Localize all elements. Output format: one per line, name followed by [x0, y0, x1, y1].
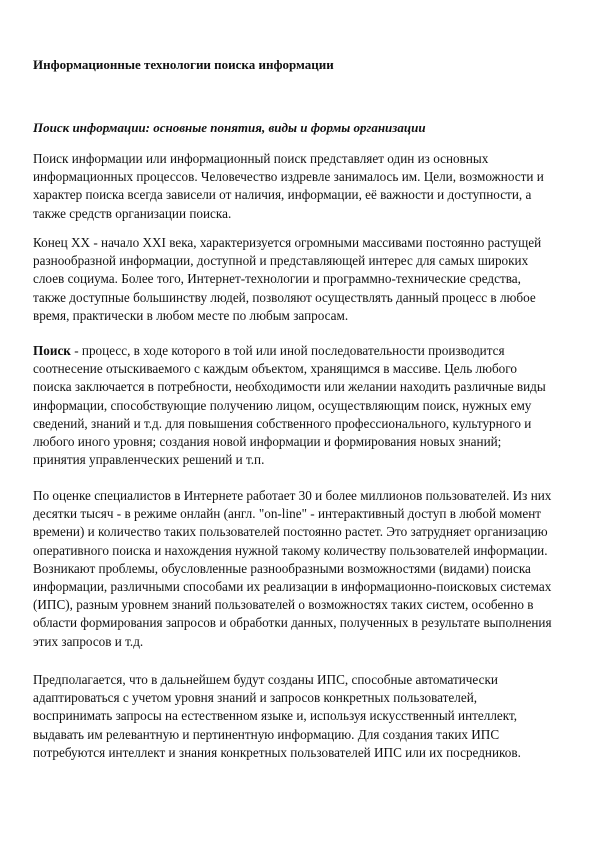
- text-line: информационных процессов. Человечество издревле занималось им. Цели, возможности и: [33, 169, 544, 185]
- text-line: выдавать им релевантную и пертинентную информацию. Для создания таких ИПС: [33, 726, 500, 742]
- text-line: также доступные большинству людей, позволяют осуществлять данный процесс в любое: [33, 289, 536, 305]
- text-line: характер поиска всегда зависели от наличия, информации, её важности и доступности, а: [33, 187, 532, 203]
- text-line: время, практически в любом месте по любым запросам.: [33, 307, 349, 323]
- text-line: сведений, знаний и т.д. для повышения собственного профессионального, культурного и: [33, 415, 532, 431]
- text-line: времени) и количество таких пользователей постоянно растет. Это затрудняет организацию: [33, 524, 548, 540]
- paragraph-search-definition: [33, 342, 563, 469]
- text-fragment: - процесс, в ходе которого в той или иной последовательности производится: [70, 343, 505, 358]
- paragraph-future-ips: [33, 671, 563, 762]
- text-line: [33, 342, 563, 360]
- paragraph-era: [33, 234, 563, 325]
- paragraph-intro: [33, 150, 563, 223]
- text-line: информации, способствующие получению лицом, осуществляющим поиск, нужных ему: [33, 397, 532, 413]
- text-line: разнообразной информации, доступной и представляющей интерес для самых широких: [33, 253, 529, 269]
- text-line: соотнесение отыскиваемого с каждым объектом, хранящимся в массиве. Цель любого: [33, 361, 517, 377]
- text-line: десятки тысяч - в режиме онлайн (англ. "on-line" - интерактивный доступ в любой момент: [33, 506, 542, 522]
- text-line: также средств организации поиска.: [33, 205, 232, 221]
- text-line: принятия управленческих решений и т.п.: [33, 452, 265, 468]
- document-title: Информационные технологии поиска информации: [33, 57, 334, 72]
- term-lead: Поиск: [33, 343, 71, 358]
- text-line: любого иного уровня; создания новой информации и формирования новых знаний;: [33, 434, 502, 450]
- text-line: Поиск информации или информационный поиск представляет один из основных: [33, 151, 489, 166]
- text-line: Возникают проблемы, обусловленные разнообразными возможностями (видами) поиска: [33, 560, 531, 576]
- text-line: Предполагается, что в дальнейшем будут созданы ИПС, способные автоматически: [33, 672, 498, 687]
- text-line: информации, различными способами их реализации в информационно-поисковых системах: [33, 579, 552, 595]
- text-line: этих запросов и т.д.: [33, 633, 144, 649]
- text-line: области формирования запросов и обработки данных, полученных в результате выполнения: [33, 615, 552, 631]
- text-line: потребуются интеллект и знания конкретных пользователей ИПС или их посредников.: [33, 744, 521, 760]
- text-line: Конец XX - начало XXI века, характеризуется огромными массивами постоянно растущей: [33, 235, 542, 250]
- text-line: поиска заключается в потребности, необходимости или желании находить различные виды: [33, 379, 546, 395]
- text-line: слоев социума. Более того, Интернет-технологии и программно-технические средства,: [33, 271, 521, 287]
- text-line: оперативного поиска и нахождения нужной такому количеству пользователей информации.: [33, 542, 548, 558]
- text-line: По оценке специалистов в Интернете работает 30 и более миллионов пользователей. Из них: [33, 488, 552, 503]
- paragraph-internet-users: [33, 487, 563, 651]
- text-line: адаптироваться с учетом уровня знаний и запросов конкретных пользователей,: [33, 690, 478, 706]
- section-heading: Поиск информации: основные понятия, виды и формы организации: [33, 120, 426, 135]
- text-line: (ИПС), разным уровнем знаний пользователей о возможностях таких систем, особенно в: [33, 597, 534, 613]
- text-line: воспринимать запросы на естественном языке и, используя искусственный интеллект,: [33, 708, 518, 724]
